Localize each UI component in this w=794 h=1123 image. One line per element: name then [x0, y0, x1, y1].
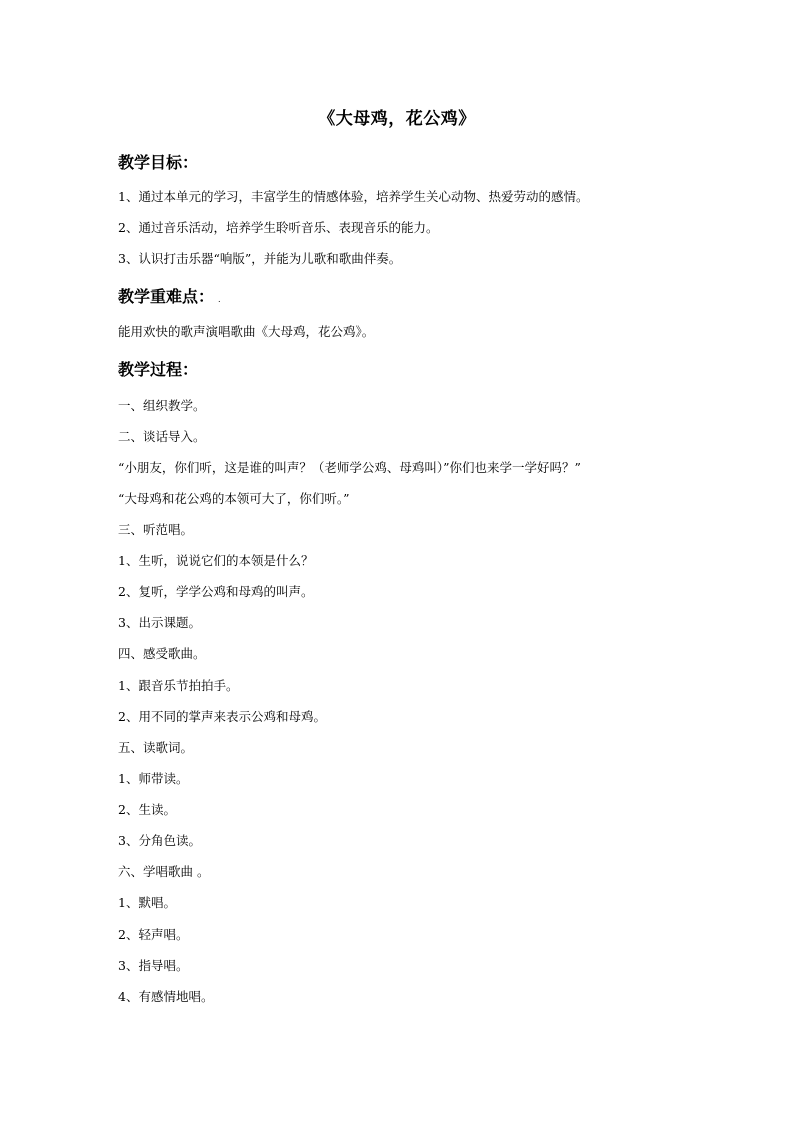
- process-line: 2、生读。: [118, 802, 176, 817]
- section-heading-goals: 教学目标：: [118, 153, 199, 172]
- key-points-heading-tail: .: [218, 295, 221, 304]
- process-line: 2、用不同的掌声来表示公鸡和母鸡。: [118, 709, 326, 724]
- process-line: 1、跟音乐节拍拍手。: [118, 678, 239, 693]
- process-line: 2、轻声唱。: [118, 927, 189, 942]
- process-line: “小朋友，你们听，这是谁的叫声？（老师学公鸡、母鸡叫）”你们也来学一学好吗？”: [118, 460, 581, 475]
- process-line: 一、组织教学。: [118, 398, 206, 413]
- key-points-text: 能用欢快的歌声演唱歌曲《大母鸡，花公鸡》。: [118, 324, 375, 339]
- process-line: 四、感受歌曲。: [118, 646, 206, 661]
- process-line: 4、有感情地唱。: [118, 989, 214, 1004]
- key-points-heading-text: 教学重难点：: [118, 287, 215, 306]
- process-line: 3、指导唱。: [118, 958, 189, 973]
- process-line: 1、默唱。: [118, 895, 176, 910]
- process-line: “大母鸡和花公鸡的本领可大了，你们听。”: [118, 491, 350, 506]
- process-line: 六、学唱歌曲 。: [118, 864, 210, 879]
- goal-item-3: 3、认识打击乐器“响版”，并能为儿歌和歌曲伴奏。: [118, 251, 402, 266]
- process-line: 1、师带读。: [118, 771, 189, 786]
- process-line: 3、分角色读。: [118, 833, 201, 848]
- goal-item-1: 1、通过本单元的学习，丰富学生的情感体验，培养学生关心动物、热爱劳动的感情。: [118, 189, 589, 204]
- process-line: 2、复听，学学公鸡和母鸡的叫声。: [118, 584, 314, 599]
- process-line: 3、出示课题。: [118, 615, 201, 630]
- section-heading-process: 教学过程：: [118, 360, 199, 379]
- process-line: 三、听范唱。: [118, 522, 194, 537]
- process-line: 二、谈话导入。: [118, 429, 206, 444]
- document-title: 《大母鸡，花公鸡》: [318, 109, 476, 129]
- section-heading-key-points: [118, 284, 221, 307]
- goal-item-2: 2、通过音乐活动，培养学生聆听音乐、表现音乐的能力。: [118, 220, 439, 235]
- process-line: 五、读歌词。: [118, 740, 194, 755]
- process-line: 1、生听，说说它们的本领是什么？: [118, 553, 314, 568]
